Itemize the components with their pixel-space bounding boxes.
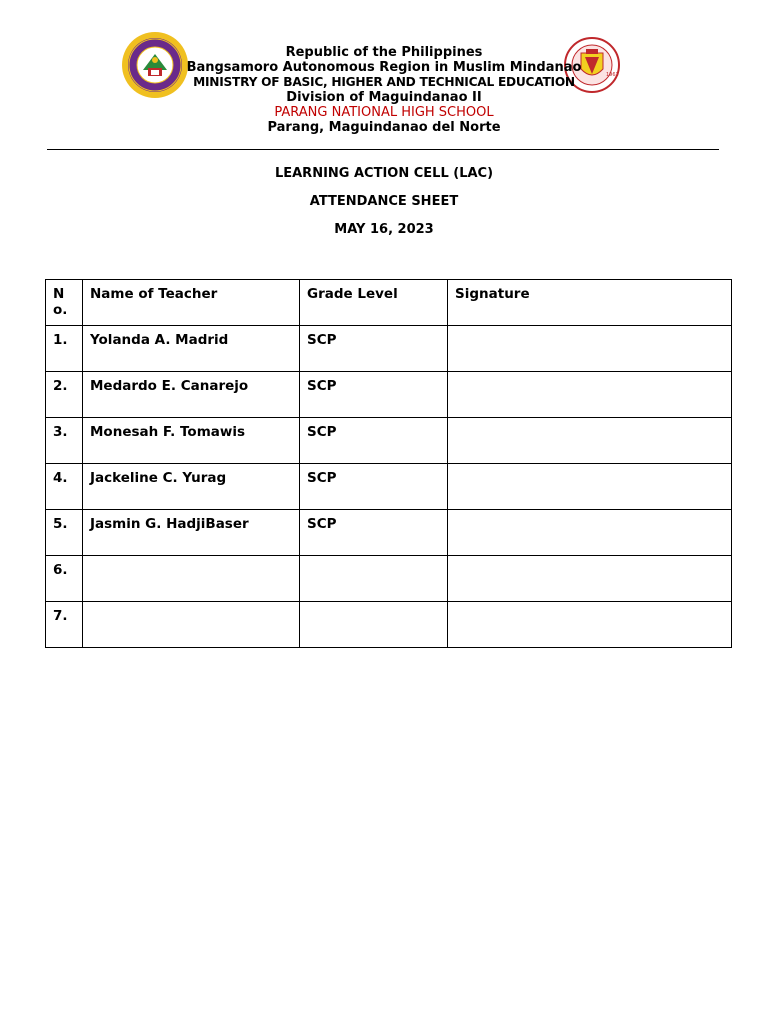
table-row [46,372,732,418]
attendance-table [45,279,732,648]
signature-cell[interactable] [448,372,732,418]
row-number: 5. [46,510,83,556]
signature-cell[interactable] [448,418,732,464]
header-no: No. [46,280,83,326]
document-titles [0,166,768,250]
teacher-name: Yolanda A. Madrid [83,326,300,372]
header-ministry: MINISTRY OF BASIC, HIGHER AND TECHNICAL EDUCATION [193,75,575,89]
row-number: 6. [46,556,83,602]
title-attendance: ATTENDANCE SHEET [309,194,459,209]
header-grade: Grade Level [300,280,448,326]
title-lac: LEARNING ACTION CELL (LAC) [274,166,494,181]
table-row [46,556,732,602]
teacher-name: Monesah F. Tomawis [83,418,300,464]
signature-cell[interactable] [448,326,732,372]
table-row [46,602,732,648]
grade-level: SCP [300,326,448,372]
table-header-row [46,280,732,326]
table-row [46,464,732,510]
row-number: 2. [46,372,83,418]
header-divider [47,149,719,150]
row-number: 3. [46,418,83,464]
grade-level: SCP [300,464,448,510]
row-number: 7. [46,602,83,648]
signature-cell[interactable] [448,556,732,602]
signature-cell[interactable] [448,464,732,510]
teacher-name: Jackeline C. Yurag [83,464,300,510]
table-row [46,326,732,372]
teacher-name: Jasmin G. HadjiBaser [83,510,300,556]
grade-level: SCP [300,418,448,464]
document-header [150,45,618,135]
table-row [46,510,732,556]
title-date: MAY 16, 2023 [334,222,434,237]
teacher-name[interactable] [83,602,300,648]
header-school-name: PARANG NATIONAL HIGH SCHOOL [274,105,494,120]
header-location: Parang, Maguindanao del Norte [267,120,501,135]
signature-cell[interactable] [448,510,732,556]
grade-level: SCP [300,510,448,556]
row-number: 1. [46,326,83,372]
grade-level[interactable] [300,602,448,648]
grade-level[interactable] [300,556,448,602]
signature-cell[interactable] [448,602,732,648]
header-name: Name of Teacher [83,280,300,326]
table-row [46,418,732,464]
header-signature: Signature [448,280,732,326]
header-region: Bangsamoro Autonomous Region in Muslim Mindanao [186,60,582,75]
grade-level: SCP [300,372,448,418]
row-number: 4. [46,464,83,510]
header-country: Republic of the Philippines [285,45,483,60]
teacher-name[interactable] [83,556,300,602]
teacher-name: Medardo E. Canarejo [83,372,300,418]
header-division: Division of Maguindanao II [286,90,482,105]
seal-year: 1963 [606,72,619,78]
